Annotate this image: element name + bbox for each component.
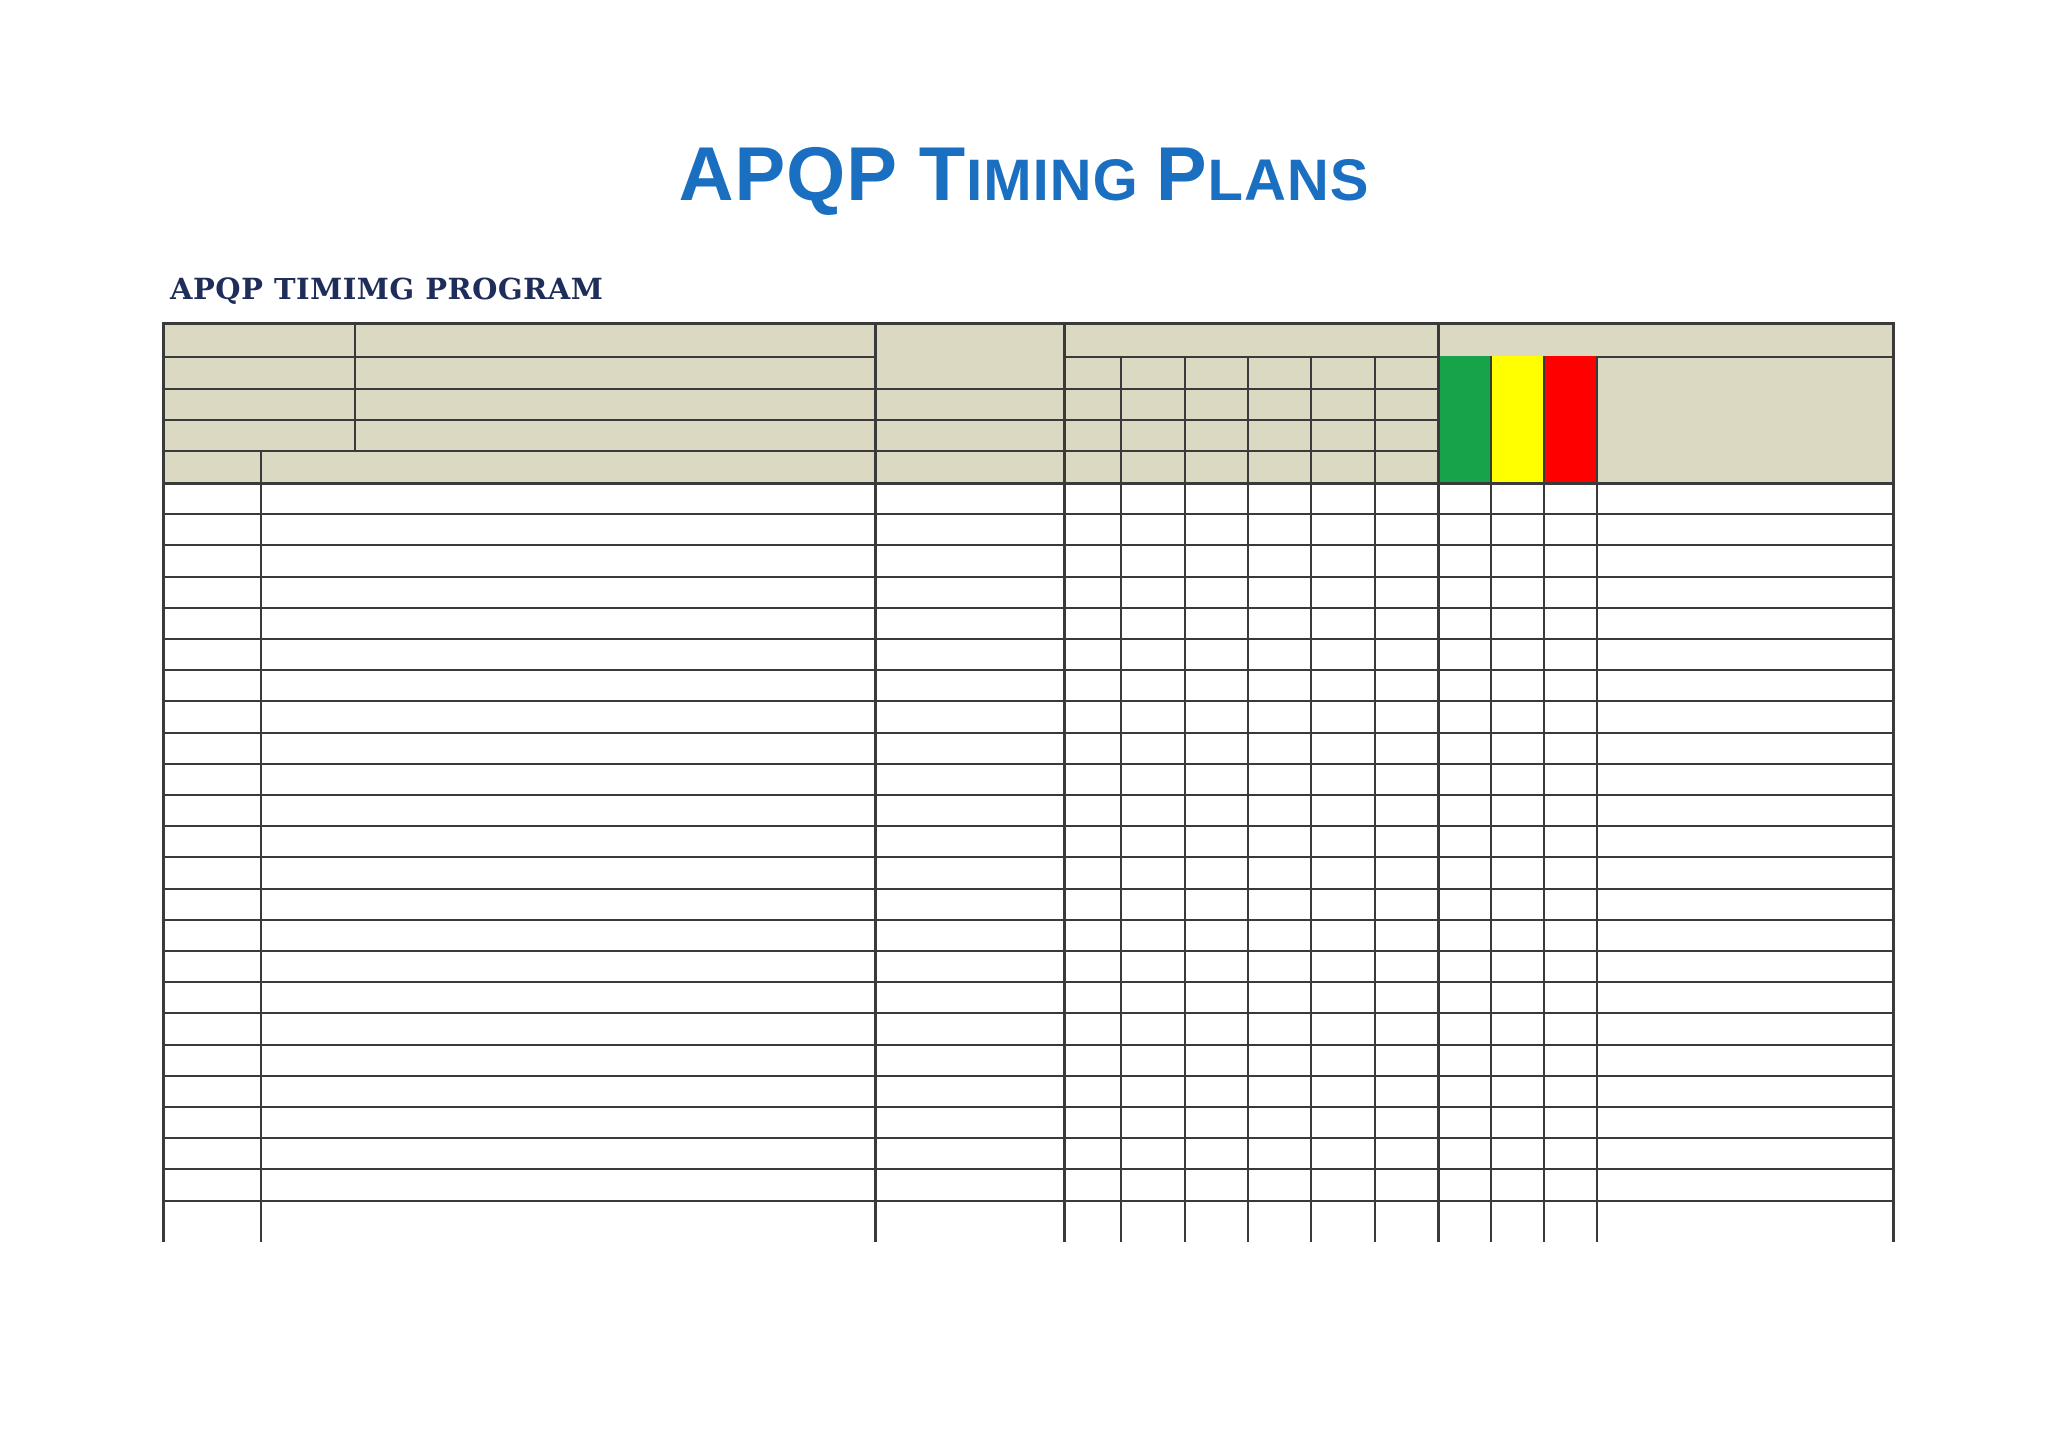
grid-line xyxy=(162,1168,1895,1170)
info-label xyxy=(162,419,354,450)
grid-line xyxy=(162,1012,1895,1014)
month-header xyxy=(1184,356,1247,388)
responsible-role xyxy=(874,450,1063,482)
grid-line xyxy=(162,981,1895,983)
month-header xyxy=(1063,356,1120,388)
row-number xyxy=(162,700,260,731)
grid-line xyxy=(162,700,1895,702)
row-activity xyxy=(260,1200,874,1231)
month-header xyxy=(1374,356,1437,388)
seq-header xyxy=(162,450,260,482)
row-activity xyxy=(260,1137,874,1168)
info-label xyxy=(162,322,354,356)
grid-line xyxy=(1310,356,1312,1242)
grid-line xyxy=(354,322,356,450)
row-activity xyxy=(260,1012,874,1043)
row-activity xyxy=(260,1075,874,1106)
grid-line xyxy=(260,450,262,1242)
row-activity xyxy=(260,825,874,856)
activity-header xyxy=(260,450,874,482)
grid-line xyxy=(1596,356,1895,358)
status-header xyxy=(1437,322,1895,356)
month-header xyxy=(1120,356,1184,388)
row-number xyxy=(162,638,260,669)
info-value-field[interactable] xyxy=(354,356,874,388)
grid-line xyxy=(1437,322,1440,1242)
grid-line xyxy=(874,322,877,1242)
month-header xyxy=(1247,356,1310,388)
due-date-header xyxy=(1063,322,1437,356)
grid-line xyxy=(162,1137,1895,1139)
row-activity xyxy=(260,513,874,544)
row-activity xyxy=(260,919,874,950)
grid-line xyxy=(162,482,1895,485)
info-value-field[interactable] xyxy=(354,322,874,356)
row-activity xyxy=(260,950,874,981)
program-title: APQP TIMIMG PROGRAM xyxy=(170,272,604,306)
grid-line xyxy=(162,950,1895,952)
info-value-field[interactable] xyxy=(354,419,874,450)
grid-line xyxy=(162,638,1895,640)
grid-line xyxy=(162,322,165,1242)
row-number xyxy=(162,919,260,950)
grid-line xyxy=(1490,356,1492,1242)
title-segment: LANS xyxy=(1207,148,1370,213)
row-number xyxy=(162,732,260,763)
grid-line xyxy=(162,1106,1895,1108)
row-number xyxy=(162,1044,260,1075)
row-number xyxy=(162,1200,260,1231)
row-number xyxy=(162,576,260,607)
row-activity xyxy=(260,856,874,887)
action-header xyxy=(1596,356,1895,388)
grid-line xyxy=(162,763,1895,765)
row-number xyxy=(162,1168,260,1199)
grid-line xyxy=(162,450,1437,452)
row-activity xyxy=(260,763,874,794)
responsible-role xyxy=(874,388,1063,419)
grid-line xyxy=(1063,322,1066,1242)
page-title xyxy=(0,130,2048,226)
row-number xyxy=(162,950,260,981)
grid-line xyxy=(162,1075,1895,1077)
info-label xyxy=(162,388,354,419)
grid-line xyxy=(162,669,1895,671)
grid-line xyxy=(162,1044,1895,1046)
title-segment: T xyxy=(918,132,967,217)
grid-line xyxy=(162,513,1895,515)
row-number xyxy=(162,825,260,856)
grid-line xyxy=(162,825,1895,827)
row-activity xyxy=(260,669,874,700)
row-number xyxy=(162,544,260,575)
responsible-header xyxy=(874,322,1063,356)
grid-line xyxy=(1247,356,1249,1242)
row-activity xyxy=(260,700,874,731)
row-number xyxy=(162,1106,260,1137)
title-segment: IMING xyxy=(966,148,1156,213)
row-number xyxy=(162,1012,260,1043)
row-number xyxy=(162,1075,260,1106)
grid-line xyxy=(162,732,1895,734)
row-activity xyxy=(260,732,874,763)
grid-line xyxy=(162,544,1895,546)
row-number xyxy=(162,856,260,887)
grid-line xyxy=(162,356,874,358)
row-activity xyxy=(260,1044,874,1075)
row-number xyxy=(162,763,260,794)
row-activity xyxy=(260,482,874,513)
row-number xyxy=(162,513,260,544)
status-red-cell xyxy=(1543,356,1596,482)
row-activity xyxy=(260,544,874,575)
grid-line xyxy=(162,919,1895,921)
table-border xyxy=(162,322,1895,325)
row-activity xyxy=(260,1168,874,1199)
grid-line xyxy=(162,576,1895,578)
grid-line xyxy=(1892,322,1895,1242)
grid-line xyxy=(162,856,1895,858)
grid-line xyxy=(162,1200,1895,1202)
responsible-role xyxy=(874,419,1063,450)
row-number xyxy=(162,482,260,513)
grid-line xyxy=(1543,356,1545,1242)
row-activity xyxy=(260,888,874,919)
grid-line xyxy=(1596,356,1598,1242)
row-number xyxy=(162,794,260,825)
row-activity xyxy=(260,576,874,607)
timing-plan-table xyxy=(162,322,1895,1242)
month-header xyxy=(1310,356,1374,388)
info-value-field[interactable] xyxy=(354,388,874,419)
row-activity xyxy=(260,981,874,1012)
row-number xyxy=(162,981,260,1012)
row-number xyxy=(162,888,260,919)
grid-line xyxy=(162,794,1895,796)
row-number xyxy=(162,607,260,638)
grid-line xyxy=(162,607,1895,609)
grid-line xyxy=(1374,356,1376,1242)
row-activity xyxy=(260,607,874,638)
grid-line xyxy=(1120,356,1122,1242)
grid-line xyxy=(162,888,1895,890)
row-number xyxy=(162,1137,260,1168)
row-number xyxy=(162,669,260,700)
title-segment: P xyxy=(1155,132,1208,217)
grid-line xyxy=(1184,356,1186,1242)
title-segment: APQP xyxy=(678,132,919,217)
row-activity xyxy=(260,1106,874,1137)
status-green-cell xyxy=(1437,356,1490,482)
status-yellow-cell xyxy=(1490,356,1543,482)
row-activity xyxy=(260,638,874,669)
row-activity xyxy=(260,794,874,825)
info-label xyxy=(162,356,354,388)
